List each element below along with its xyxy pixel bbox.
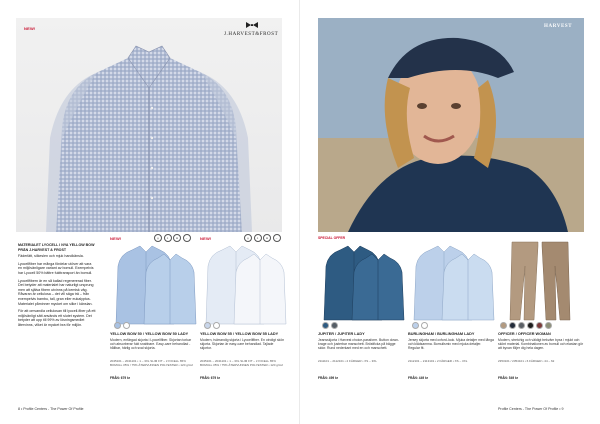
feature-heading: MATERIALET LYOCELL I NYA YELLOW BOW PRÄN J.HARVEST & FROST xyxy=(18,243,95,252)
feature-paragraph-2: Lyocellfibern är en så kallad regenererad fiber. Det betyder att materialet har naturligt ursprung men att själva fibern utvinns på kemisk väg. Råvaran är cellulosa – det vill säga trä – från exempelvis bambu, tall, gran eller eukalyptus. Materialet påminner mycket om silke i känslan. xyxy=(18,278,94,306)
lyocell-icon: ◎ xyxy=(154,234,162,242)
product-codes: 2111101 – 2112101 • 2 FÄRGER • XS – 3XL xyxy=(318,359,377,363)
product-title: JUPITER / JUPITER LADY xyxy=(318,332,365,336)
swatch-blue-stripe xyxy=(204,322,211,329)
feature-paragraph-3: För att omvandla cellulosan till lyocell-fiber på ett miljövänligt sätt används ett slutet system. Det betyder att upp till 99% av lösningsmedlet återvinns, vilket är mycket bra för miljön. xyxy=(18,309,96,327)
swatch-black xyxy=(527,322,534,329)
easy-care-icon: ✦ xyxy=(164,234,172,242)
product-description: Jeansskjorta i Harvest choice-passform. Button down-krage och justerbar manschett. Bröstficka på bägge sidor. Rund nederkant med en och manschett. xyxy=(318,338,400,351)
product-image xyxy=(498,236,584,328)
product-title: BURLINGHAM / BURLINGHAM LADY xyxy=(408,332,475,336)
product-codes: 2045101 – 2041101 • 1 – 3XL SLIM FIT – LYOCELL 65% BOMULL 35% / 75% ÅTERVUNNEN POLYESTER • 120 g/m2 xyxy=(110,359,193,367)
swatch-light-blue xyxy=(114,322,121,329)
color-swatches xyxy=(204,322,220,329)
swatch-white xyxy=(123,322,130,329)
product-description: Modern, tvärrandig skjorta i Lyocellfiber. En otroligt skön skjorta. Skjortan är easy-care behandlad. Tajlade skjortor. xyxy=(200,338,285,351)
chino-trousers-illustration xyxy=(498,236,584,328)
feature-lead: Fäderlätt, silkeslen och mjuk handkänsla. xyxy=(18,254,84,259)
swatch-denim xyxy=(322,322,329,329)
product-price: FRÅN: 499 kr xyxy=(318,376,339,380)
product-image xyxy=(200,236,288,328)
product-image xyxy=(408,236,496,328)
white-shirts-illustration xyxy=(200,236,288,328)
new-badge: NEW! xyxy=(24,26,36,31)
product-description: Modern, enfärgad skjorta i Lyocellfiber. Skjortan torkar och absorberar fukt snabbare. Easy-care behandlad - hållbar, härlig och sval skjorta. xyxy=(110,338,192,351)
product-codes: 2353101 / 2354101 • 6 FÄRGER • 44 – 62 xyxy=(498,359,555,363)
special-offer-badge: SPECIAL OFFER xyxy=(318,236,346,240)
swatch-burgundy xyxy=(536,322,543,329)
bow-tie-icon xyxy=(246,22,258,29)
hero-model-image xyxy=(318,18,584,232)
product-price: FRÅN: 549 kr xyxy=(498,376,519,380)
color-swatches xyxy=(114,322,130,329)
product-title: YELLOW BOW 55 / YELLOW BOW 55 LADY xyxy=(200,332,279,336)
brand-logo-harvest: HARVEST xyxy=(544,24,573,29)
product-image xyxy=(318,236,406,328)
lyocell-icon: ◎ xyxy=(244,234,252,242)
stretch-icon: ↔ xyxy=(273,234,281,242)
checked-shirt-illustration xyxy=(16,18,282,232)
swatch-navy xyxy=(509,322,516,329)
feature-paragraph-1: Lyocellfiber har många fördelar utöver att vara en miljövänligare variant av bomull. Exempelvis har Lyocell 50% bättre fukttransport än bomull. xyxy=(18,261,94,275)
product-codes: 2112101 – 2113101 • 2 FÄRGER • XS – 3XL xyxy=(408,359,468,363)
product-description: Jersey skjorta med oxford-look. Mjuka detaljer med långa och klädsamma. Bomullsmix med mjuka detaljer. Regular fit. xyxy=(408,338,494,351)
product-price: FRÅN: 679 kr xyxy=(110,376,131,380)
product-codes: 2045101 – 2041101 • 1 – 3XL SLIM FIT – LYOCELL 65% BOMULL 35% / 75% ÅTERVUNNEN POLYESTER • 120 g/m2 xyxy=(200,359,283,367)
color-swatches xyxy=(412,322,428,329)
product-title: YELLOW BOW 50 / YELLOW BOW 50 LADY xyxy=(110,332,189,336)
swatch-dark-grey xyxy=(331,322,338,329)
swatch-olive xyxy=(545,322,552,329)
new-badge: NEW! xyxy=(200,236,212,241)
brand-logo-jhf: J.HARVEST&FROST xyxy=(224,32,279,37)
product-image xyxy=(110,236,198,328)
swatch-grey xyxy=(518,322,525,329)
color-swatches xyxy=(322,322,338,329)
swatch-khaki xyxy=(500,322,507,329)
color-swatches xyxy=(500,322,552,329)
feature-icons xyxy=(154,234,191,242)
new-badge: NEW! xyxy=(110,236,122,241)
stretch-icon: ↔ xyxy=(183,234,191,242)
right-page-footer: Profile Centers - The Power Of Profile • 9 xyxy=(498,407,564,411)
left-page-footer: 8 • Profile Centers - The Power Of Profile xyxy=(18,407,84,411)
woman-in-cap-illustration xyxy=(318,18,584,232)
blue-shirts-illustration xyxy=(110,236,198,328)
lyocell-feature-text xyxy=(18,243,96,331)
easy-care-icon: ✦ xyxy=(254,234,262,242)
product-price: FRÅN: 449 kr xyxy=(408,376,429,380)
denim-shirts-illustration xyxy=(318,236,406,328)
recycle-icon: ♻ xyxy=(173,234,181,242)
swatch-white xyxy=(421,322,428,329)
product-price: FRÅN: 679 kr xyxy=(200,376,221,380)
recycle-icon: ♻ xyxy=(263,234,271,242)
product-title: OFFICER / OFFICER WOMAN xyxy=(498,332,551,336)
swatch-white xyxy=(213,322,220,329)
right-page xyxy=(300,0,600,424)
light-blue-shirts-illustration xyxy=(408,236,496,328)
swatch-light-blue xyxy=(412,322,419,329)
product-description: Modern, stretchig och väldigt bekväm byxa i mjukt och skönt material. Kombinationen av bomull och elastan gör att byxan följer dig hela dagen. xyxy=(498,338,584,351)
feature-icons xyxy=(244,234,281,242)
hero-shirt-image xyxy=(16,18,282,232)
